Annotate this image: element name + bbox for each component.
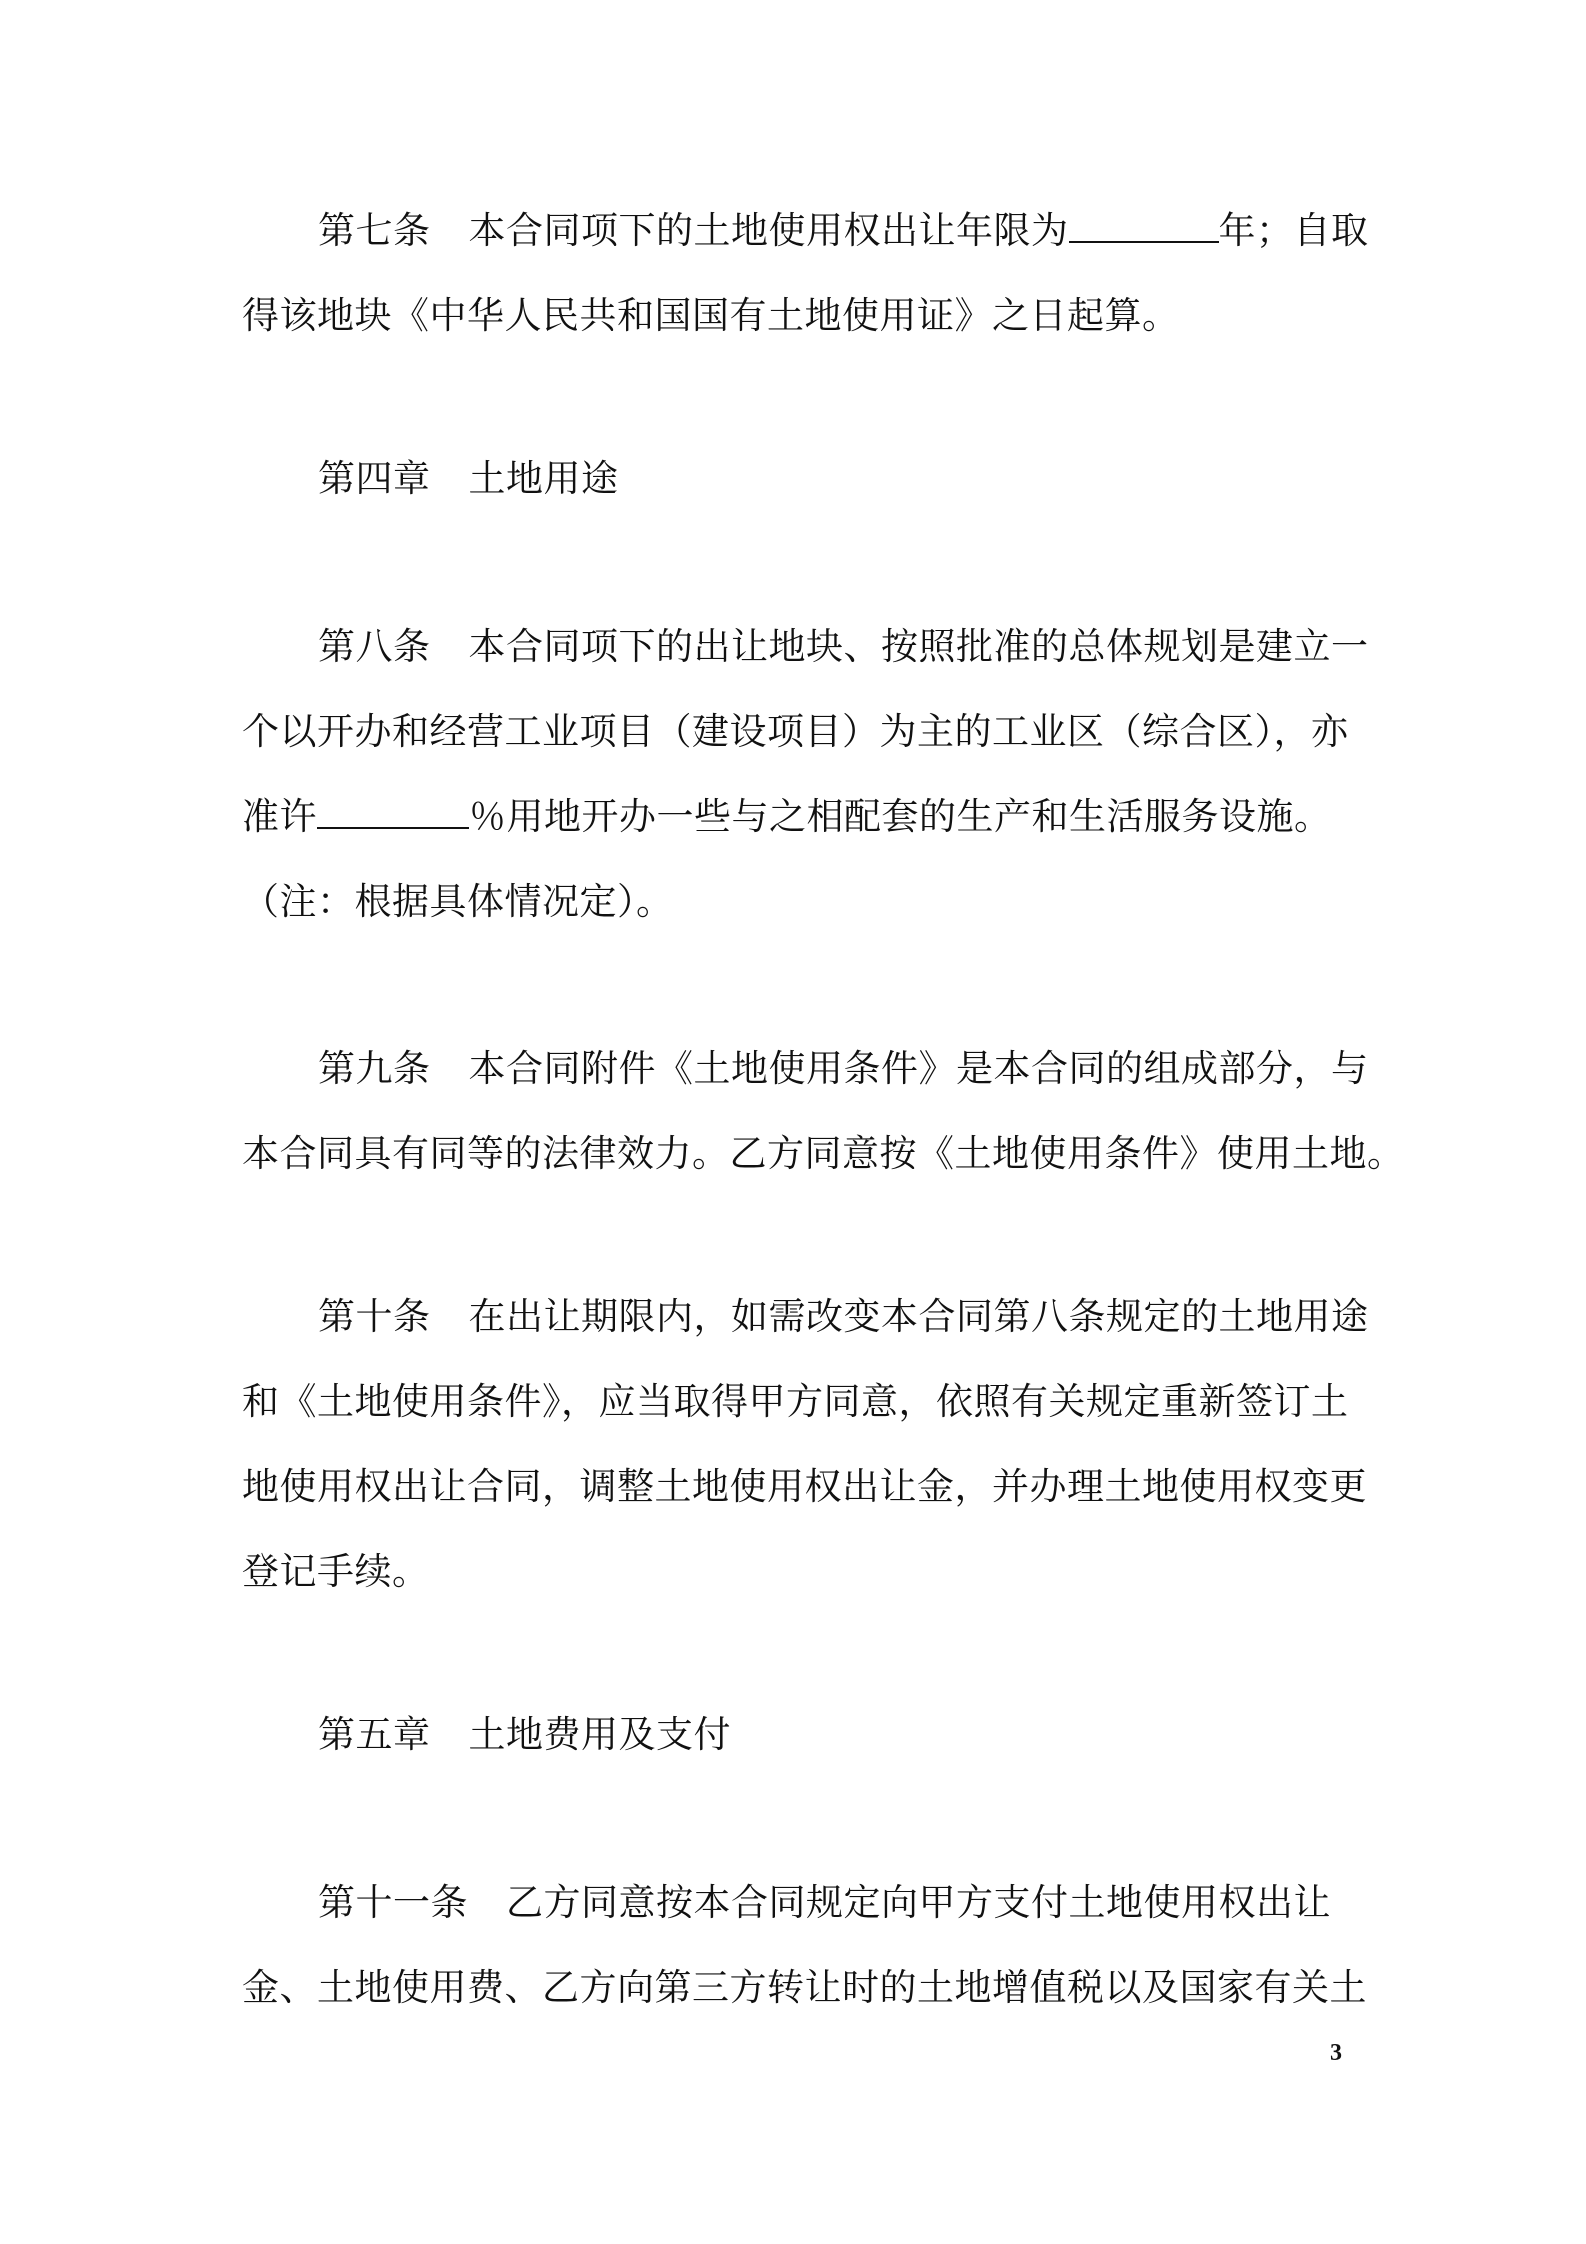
year-blank <box>1069 211 1219 243</box>
article-8-text-1: 本合同项下的出让地块、按照批准的总体规划是建立一 <box>468 625 1369 668</box>
article-10-text-1: 在出让期限内，如需改变本合同第八条规定的土地用途 <box>468 1295 1369 1338</box>
article-8-text-3a: 准许 <box>242 795 317 838</box>
article-10-line-1 <box>242 1274 1369 1359</box>
article-10-line-4: 登记手续。 <box>242 1550 430 1593</box>
article-10 <box>242 1274 1369 1614</box>
article-8-line-4: （注：根据具体情况定）。 <box>242 880 674 923</box>
article-10-label: 第十条 <box>318 1295 431 1338</box>
article-10-line-2: 和《土地使用条件》，应当取得甲方同意，依照有关规定重新签订土 <box>242 1380 1349 1423</box>
article-11 <box>242 1860 1367 2030</box>
page-number: 3 <box>1330 2040 1342 2066</box>
article-8-line-2: 个以开办和经营工业项目（建设项目）为主的工业区（综合区），亦 <box>242 710 1349 753</box>
chapter-4-title: 土地用途 <box>468 457 619 500</box>
article-8-line-1 <box>242 604 1369 689</box>
chapter-5-label: 第五章 <box>318 1713 431 1756</box>
article-11-label: 第十一条 <box>318 1881 468 1924</box>
article-8-line-3 <box>242 774 1362 859</box>
chapter-5-title: 土地费用及支付 <box>468 1713 731 1756</box>
article-7 <box>242 188 1369 358</box>
article-9 <box>242 1026 1405 1196</box>
article-7-text-b: 年；自取 <box>1218 209 1369 252</box>
article-8-label: 第八条 <box>318 625 431 668</box>
article-9-line-1 <box>242 1026 1369 1111</box>
article-8-text-3b: ％用地开办一些与之相配套的生产和生活服务设施。 <box>469 795 1332 838</box>
article-11-line-1 <box>242 1860 1362 1945</box>
article-7-line-1 <box>242 188 1369 273</box>
article-9-line-2: 本合同具有同等的法律效力。乙方同意按《土地使用条件》使用土地。 <box>242 1132 1405 1175</box>
article-8 <box>242 604 1369 944</box>
article-9-label: 第九条 <box>318 1047 431 1090</box>
chapter-4-heading <box>318 436 619 521</box>
article-10-line-3: 地使用权出让合同，调整土地使用权出让金，并办理土地使用权变更 <box>242 1465 1367 1508</box>
chapter-5-heading <box>318 1692 731 1777</box>
article-9-text-1: 本合同附件《土地使用条件》是本合同的组成部分，与 <box>468 1047 1369 1090</box>
percent-blank <box>317 797 469 829</box>
chapter-4-label: 第四章 <box>318 457 431 500</box>
article-11-line-2: 金、土地使用费、乙方向第三方转让时的土地增值税以及国家有关土 <box>242 1966 1367 2009</box>
article-7-text-a: 本合同项下的土地使用权出让年限为 <box>468 209 1069 252</box>
article-7-label: 第七条 <box>318 209 431 252</box>
article-7-line-2: 得该地块《中华人民共和国国有土地使用证》之日起算。 <box>242 294 1180 337</box>
article-11-text-1: 乙方同意按本合同规定向甲方支付土地使用权出让 <box>506 1881 1331 1924</box>
